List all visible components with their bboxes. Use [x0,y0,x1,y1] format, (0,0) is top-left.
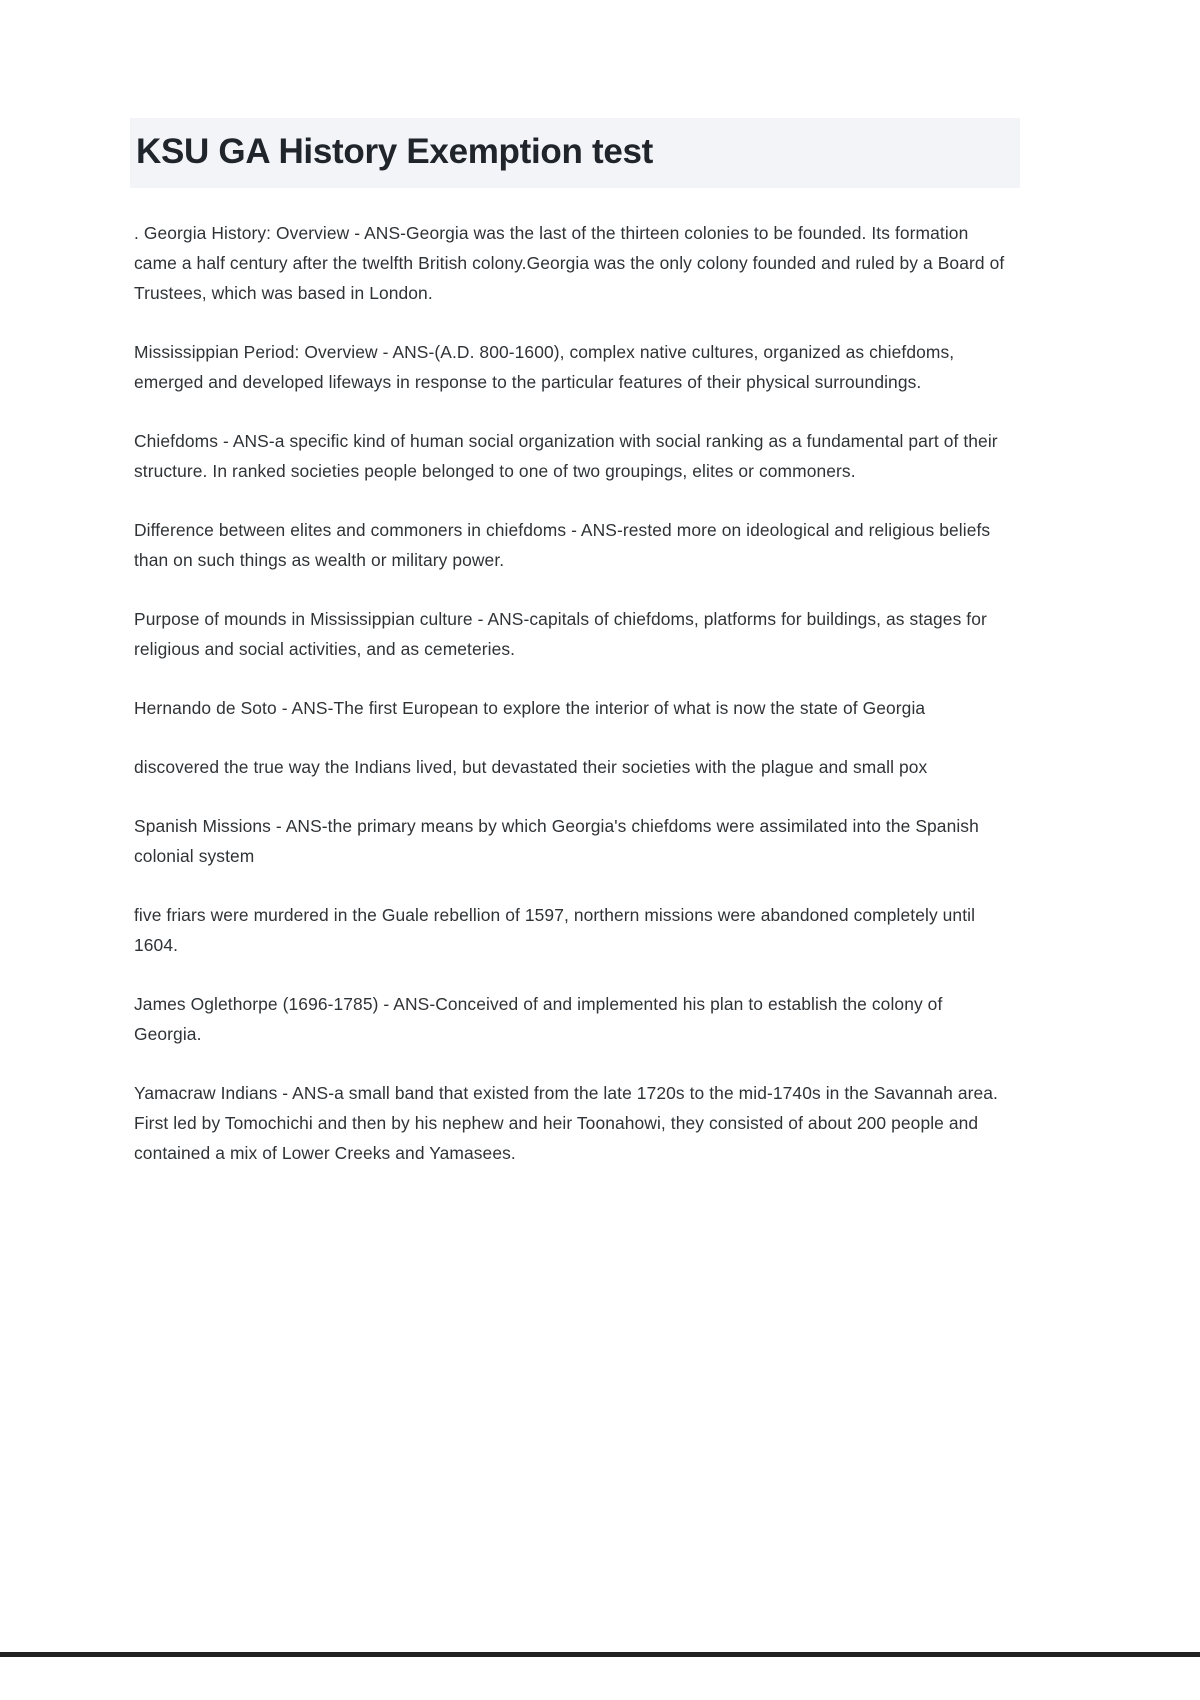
paragraph: James Oglethorpe (1696-1785) - ANS-Conceived of and implemented his plan to establish the colony of Georgia. [134,994,943,1045]
paragraph: discovered the true way the Indians lived, but devastated their societies with the plague and small pox [134,757,928,778]
paragraph: Mississippian Period: Overview - ANS-(A.D. 800-1600), complex native cultures, organized as chiefdoms, emerged and developed lifeways in response to the particular features of their physical surroundings. [134,342,955,393]
footer-divider [0,1652,1200,1657]
paragraph: . Georgia History: Overview - ANS-Georgia was the last of the thirteen colonies to be founded. Its formation came a half century after the twelfth British colony.Georgia was the only colony founded and ruled by a Board of Trustees, which was based in London. [134,223,1005,304]
document-content [134,118,1010,1168]
document-body [134,218,1010,1168]
paragraph: Yamacraw Indians - ANS-a small band that existed from the late 1720s to the mid-1740s in the Savannah area. First led by Tomochichi and then by his nephew and heir Toonahowi, they consisted of about 200 people and contained a mix of Lower Creeks and Yamasees. [134,1083,998,1164]
paragraph: Chiefdoms - ANS-a specific kind of human social organization with social ranking as a fundamental part of their structure. In ranked societies people belonged to one of two groupings, elites or commoners. [134,431,998,482]
page-title: KSU GA History Exemption test [136,132,654,171]
paragraph: Purpose of mounds in Mississippian culture - ANS-capitals of chiefdoms, platforms for buildings, as stages for religious and social activities, and as cemeteries. [134,609,987,660]
paragraph: Spanish Missions - ANS-the primary means by which Georgia's chiefdoms were assimilated into the Spanish colonial system [134,816,979,867]
paragraph: Difference between elites and commoners in chiefdoms - ANS-rested more on ideological and religious beliefs than on such things as wealth or military power. [134,520,991,571]
paragraph: five friars were murdered in the Guale rebellion of 1597, northern missions were abandoned completely until 1604. [134,905,976,956]
document-title-banner [130,118,1020,188]
paragraph: Hernando de Soto - ANS-The first European to explore the interior of what is now the state of Georgia [134,698,926,719]
